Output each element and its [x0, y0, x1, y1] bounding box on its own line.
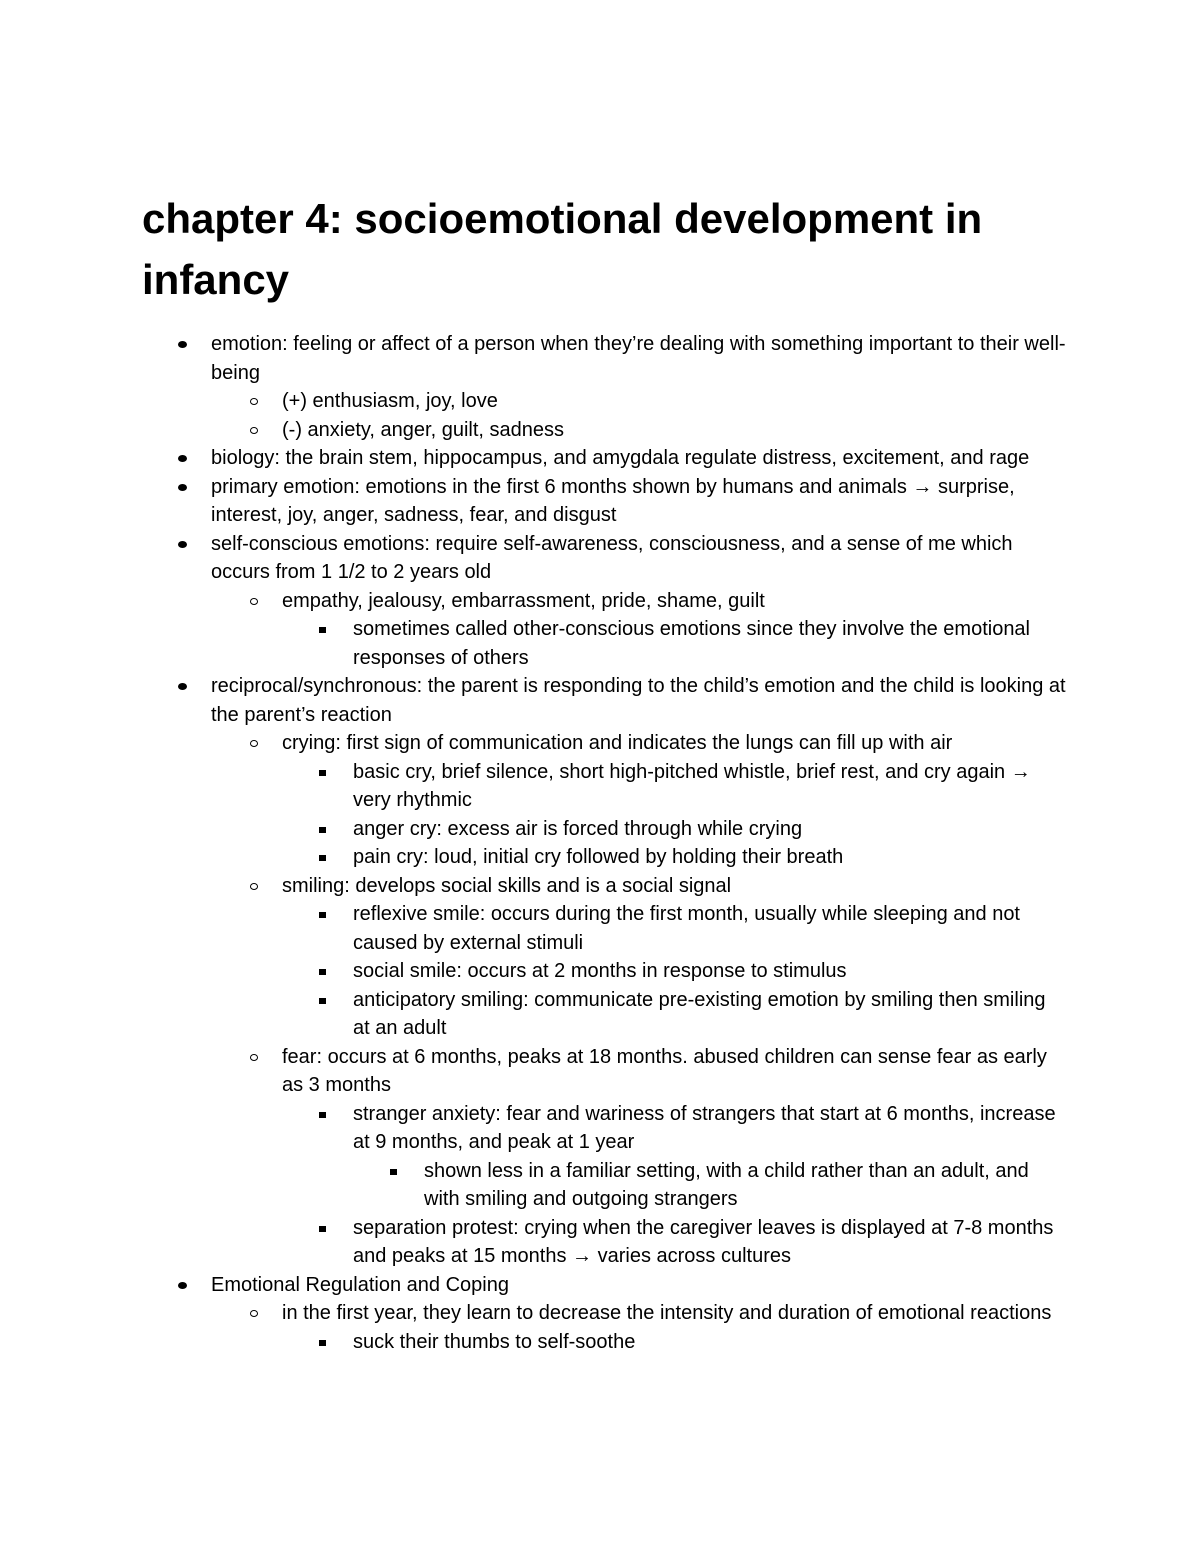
sub-list: [0, 900, 1200, 1043]
bullet-square-icon: [389, 1157, 401, 1186]
bullet-disc-icon: [176, 1271, 190, 1300]
bullet-square-icon: [318, 957, 330, 986]
bullet-square-icon: [318, 758, 330, 787]
list-item-text: shown less in a familiar setting, with a child rather than an adult, and with smiling and outgoing strangers: [424, 1159, 1029, 1210]
bullet-circle-icon: [248, 387, 262, 416]
sub-list: [0, 1157, 1200, 1214]
list-item-text: reflexive smile: occurs during the first month, usually while sleeping and not caused by external stimuli: [353, 903, 1020, 954]
sub-list: [0, 758, 1200, 872]
list-item: [0, 1100, 1200, 1214]
list-item: [0, 473, 1200, 530]
list-item: [0, 1214, 1200, 1271]
bullet-circle-icon: [248, 416, 262, 445]
list-item: [0, 986, 1200, 1043]
list-item-text: (+) enthusiasm, joy, love: [282, 390, 498, 412]
bullet-disc-icon: [176, 530, 190, 559]
list-item-text: primary emotion: emotions in the first 6 months shown by humans and animals → surprise, interest, joy, anger, sadness, fear, and disgust: [211, 475, 1015, 526]
sub-list: [0, 1299, 1200, 1356]
list-item: [0, 672, 1200, 1271]
sub-list: [0, 615, 1200, 672]
list-item: [0, 1328, 1200, 1357]
bullet-circle-icon: [248, 872, 262, 901]
list-item: [0, 1157, 1200, 1214]
list-item: [0, 729, 1200, 872]
list-item-text: smiling: develops social skills and is a social signal: [282, 874, 732, 897]
page-title: chapter 4: socioemotional development in infancy: [142, 195, 983, 303]
list-item-text: pain cry: loud, initial cry followed by holding their breath: [353, 846, 844, 868]
list-item-text: self-conscious emotions: require self-awareness, consciousness, and a sense of me which occurs from 1 1/2 to 2 years old: [211, 532, 1013, 583]
sub-list: [0, 729, 1200, 1271]
list-item: [0, 758, 1200, 815]
list-item: [0, 444, 1200, 473]
bullet-disc-icon: [176, 672, 190, 701]
sub-list: [0, 1328, 1200, 1357]
list-item-text: social smile: occurs at 2 months in response to stimulus: [353, 960, 847, 982]
list-item-text: anger cry: excess air is forced through while crying: [353, 817, 803, 840]
list-item-text: fear: occurs at 6 months, peaks at 18 months. abused children can sense fear as early as 3 months: [282, 1045, 1047, 1096]
list-item: [0, 530, 1200, 673]
list-item: [0, 587, 1200, 673]
bullet-square-icon: [318, 815, 330, 844]
bullet-disc-icon: [176, 473, 190, 502]
notes-outline: [0, 330, 1200, 1356]
list-item: [0, 330, 1200, 444]
list-item: [0, 843, 1200, 872]
bullet-circle-icon: [248, 587, 262, 616]
bullet-circle-icon: [248, 729, 262, 758]
bullet-square-icon: [318, 843, 330, 872]
bullet-square-icon: [318, 1214, 330, 1243]
bullet-disc-icon: [176, 330, 190, 359]
list-item: [0, 1299, 1200, 1356]
list-item: [0, 1271, 1200, 1357]
list-item-text: basic cry, brief silence, short high-pitched whistle, brief rest, and cry again → very rhythmic: [353, 760, 1031, 811]
list-item-text: sometimes called other-conscious emotions since they involve the emotional responses of others: [353, 618, 1031, 669]
list-item: [0, 1043, 1200, 1271]
sub-list: [0, 1100, 1200, 1271]
bullet-square-icon: [318, 986, 330, 1015]
list-item-text: emotion: feeling or affect of a person when they’re dealing with something important to their well-being: [211, 333, 1066, 384]
list-item-text: (-) anxiety, anger, guilt, sadness: [282, 418, 564, 441]
list-item: [0, 815, 1200, 844]
bullet-circle-icon: [248, 1299, 262, 1328]
list-item-text: in the first year, they learn to decrease the intensity and duration of emotional reactions: [282, 1302, 1052, 1324]
list-item-text: anticipatory smiling: communicate pre-existing emotion by smiling then smiling at an adult: [353, 988, 1046, 1039]
list-item-text: reciprocal/synchronous: the parent is responding to the child’s emotion and the child is looking at the parent’s reaction: [211, 675, 1066, 726]
bullet-square-icon: [318, 615, 330, 644]
list-item-text: separation protest: crying when the caregiver leaves is displayed at 7-8 months and peaks at 15 months → varies across cultures: [353, 1216, 1054, 1267]
list-item: [0, 872, 1200, 1043]
bullet-square-icon: [318, 1328, 330, 1357]
list-item: [0, 416, 1200, 445]
bullet-square-icon: [318, 900, 330, 929]
list-item-text: crying: first sign of communication and indicates the lungs can fill up with air: [282, 732, 953, 754]
sub-list: [0, 387, 1200, 444]
list-item-text: Emotional Regulation and Coping: [211, 1273, 509, 1296]
list-item: [0, 387, 1200, 416]
bullet-disc-icon: [176, 444, 190, 473]
bullet-square-icon: [318, 1100, 330, 1129]
list-item: [0, 615, 1200, 672]
list-item-text: suck their thumbs to self-soothe: [353, 1330, 636, 1353]
list-item-text: empathy, jealousy, embarrassment, pride, shame, guilt: [282, 589, 765, 612]
list-item-text: stranger anxiety: fear and wariness of strangers that start at 6 months, increase at 9 months, and peak at 1 year: [353, 1102, 1056, 1153]
list-item: [0, 900, 1200, 957]
list-item-text: biology: the brain stem, hippocampus, and amygdala regulate distress, excitement, and rage: [211, 447, 1030, 469]
list-item: [0, 957, 1200, 986]
sub-list: [0, 587, 1200, 673]
bullet-circle-icon: [248, 1043, 262, 1072]
